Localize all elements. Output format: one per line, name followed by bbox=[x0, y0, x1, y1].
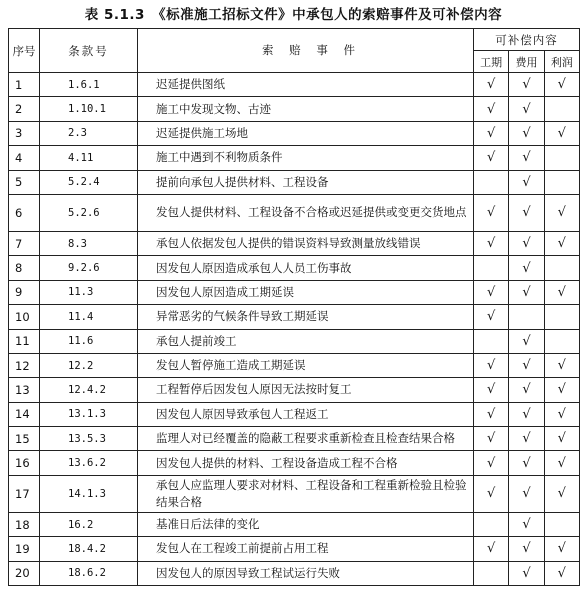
cell-no: 9 bbox=[9, 280, 40, 304]
cell-event: 发包人在工程竣工前提前占用工程 bbox=[138, 537, 474, 561]
claims-table bbox=[8, 28, 580, 586]
cell-no: 7 bbox=[9, 231, 40, 255]
cell-profit: √ bbox=[544, 353, 579, 377]
cell-clause: 13.1.3 bbox=[40, 402, 138, 426]
cell-cost: √ bbox=[509, 561, 544, 585]
table-row bbox=[9, 170, 580, 194]
cell-profit: √ bbox=[544, 194, 579, 231]
cell-event: 工程暂停后因发包人原因无法按时复工 bbox=[138, 378, 474, 402]
table-row bbox=[9, 73, 580, 97]
cell-duration: √ bbox=[474, 97, 509, 121]
cell-clause: 4.11 bbox=[40, 146, 138, 170]
cell-event: 监理人对已经覆盖的隐蔽工程要求重新检查且检查结果合格 bbox=[138, 427, 474, 451]
cell-cost: √ bbox=[509, 353, 544, 377]
cell-duration: √ bbox=[474, 73, 509, 97]
cell-clause: 18.4.2 bbox=[40, 537, 138, 561]
table-row bbox=[9, 402, 580, 426]
cell-duration: √ bbox=[474, 305, 509, 329]
cell-cost: √ bbox=[509, 512, 544, 536]
cell-event: 发包人暂停施工造成工期延误 bbox=[138, 353, 474, 377]
cell-clause: 5.2.6 bbox=[40, 194, 138, 231]
table-row bbox=[9, 280, 580, 304]
cell-no: 15 bbox=[9, 427, 40, 451]
cell-no: 6 bbox=[9, 194, 40, 231]
cell-event: 迟延提供图纸 bbox=[138, 73, 474, 97]
cell-cost: √ bbox=[509, 537, 544, 561]
header-duration: 工期 bbox=[474, 51, 509, 73]
cell-clause: 11.6 bbox=[40, 329, 138, 353]
cell-duration: √ bbox=[474, 231, 509, 255]
cell-profit bbox=[544, 305, 579, 329]
cell-event: 发包人提供材料、工程设备不合格或迟延提供或变更交货地点 bbox=[138, 194, 474, 231]
cell-no: 16 bbox=[9, 451, 40, 475]
cell-no: 10 bbox=[9, 305, 40, 329]
header-compensation-group: 可补偿内容 bbox=[474, 29, 580, 51]
cell-no: 11 bbox=[9, 329, 40, 353]
cell-no: 12 bbox=[9, 353, 40, 377]
cell-profit: √ bbox=[544, 378, 579, 402]
cell-duration: √ bbox=[474, 280, 509, 304]
cell-event: 承包人依据发包人提供的错误资料导致测量放线错误 bbox=[138, 231, 474, 255]
cell-cost: √ bbox=[509, 451, 544, 475]
cell-clause: 9.2.6 bbox=[40, 256, 138, 280]
cell-clause: 12.4.2 bbox=[40, 378, 138, 402]
cell-no: 18 bbox=[9, 512, 40, 536]
table-row bbox=[9, 512, 580, 536]
cell-no: 17 bbox=[9, 475, 40, 512]
cell-clause: 1.6.1 bbox=[40, 73, 138, 97]
cell-cost: √ bbox=[509, 402, 544, 426]
cell-cost: √ bbox=[509, 194, 544, 231]
cell-profit bbox=[544, 146, 579, 170]
cell-profit: √ bbox=[544, 427, 579, 451]
table-caption: 表 5.1.3 《标准施工招标文件》中承包人的索赔事件及可补偿内容 bbox=[84, 7, 503, 23]
table-row bbox=[9, 97, 580, 121]
table-row bbox=[9, 146, 580, 170]
cell-event: 因发包人原因导致承包人工程返工 bbox=[138, 402, 474, 426]
cell-event: 基准日后法律的变化 bbox=[138, 512, 474, 536]
cell-event: 因发包人原因造成承包人人员工伤事故 bbox=[138, 256, 474, 280]
cell-event: 施工中发现文物、古迹 bbox=[138, 97, 474, 121]
cell-profit bbox=[544, 512, 579, 536]
cell-duration: √ bbox=[474, 353, 509, 377]
cell-no: 19 bbox=[9, 537, 40, 561]
cell-cost: √ bbox=[509, 170, 544, 194]
cell-profit bbox=[544, 256, 579, 280]
cell-duration: √ bbox=[474, 378, 509, 402]
cell-profit bbox=[544, 97, 579, 121]
cell-no: 2 bbox=[9, 97, 40, 121]
cell-duration: √ bbox=[474, 146, 509, 170]
cell-profit: √ bbox=[544, 121, 579, 145]
cell-profit: √ bbox=[544, 475, 579, 512]
cell-clause: 13.5.3 bbox=[40, 427, 138, 451]
cell-duration bbox=[474, 512, 509, 536]
cell-clause: 11.4 bbox=[40, 305, 138, 329]
table-row bbox=[9, 427, 580, 451]
cell-event: 异常恶劣的气候条件导致工期延误 bbox=[138, 305, 474, 329]
table-row bbox=[9, 329, 580, 353]
cell-cost: √ bbox=[509, 378, 544, 402]
cell-clause: 1.10.1 bbox=[40, 97, 138, 121]
cell-clause: 16.2 bbox=[40, 512, 138, 536]
cell-no: 13 bbox=[9, 378, 40, 402]
table-row bbox=[9, 194, 580, 231]
cell-duration bbox=[474, 256, 509, 280]
cell-clause: 12.2 bbox=[40, 353, 138, 377]
cell-event: 施工中遇到不利物质条件 bbox=[138, 146, 474, 170]
cell-clause: 5.2.4 bbox=[40, 170, 138, 194]
cell-duration bbox=[474, 329, 509, 353]
cell-clause: 18.6.2 bbox=[40, 561, 138, 585]
table-row bbox=[9, 353, 580, 377]
table-row bbox=[9, 121, 580, 145]
cell-cost: √ bbox=[509, 97, 544, 121]
cell-no: 5 bbox=[9, 170, 40, 194]
table-row bbox=[9, 451, 580, 475]
cell-event: 因发包人提供的材料、工程设备造成工程不合格 bbox=[138, 451, 474, 475]
cell-cost bbox=[509, 305, 544, 329]
cell-clause: 14.1.3 bbox=[40, 475, 138, 512]
cell-cost: √ bbox=[509, 427, 544, 451]
cell-no: 14 bbox=[9, 402, 40, 426]
cell-no: 8 bbox=[9, 256, 40, 280]
cell-profit: √ bbox=[544, 402, 579, 426]
cell-no: 1 bbox=[9, 73, 40, 97]
table-row bbox=[9, 378, 580, 402]
cell-cost: √ bbox=[509, 280, 544, 304]
cell-duration bbox=[474, 170, 509, 194]
header-profit: 利润 bbox=[544, 51, 579, 73]
cell-cost: √ bbox=[509, 329, 544, 353]
table-row bbox=[9, 231, 580, 255]
cell-clause: 2.3 bbox=[40, 121, 138, 145]
cell-event: 迟延提供施工场地 bbox=[138, 121, 474, 145]
cell-cost: √ bbox=[509, 475, 544, 512]
cell-cost: √ bbox=[509, 146, 544, 170]
table-row bbox=[9, 305, 580, 329]
cell-profit: √ bbox=[544, 73, 579, 97]
cell-duration: √ bbox=[474, 121, 509, 145]
cell-duration: √ bbox=[474, 194, 509, 231]
table-row bbox=[9, 561, 580, 585]
table-body bbox=[9, 73, 580, 586]
table-row bbox=[9, 475, 580, 512]
cell-clause: 11.3 bbox=[40, 280, 138, 304]
cell-profit: √ bbox=[544, 451, 579, 475]
cell-profit bbox=[544, 329, 579, 353]
cell-clause: 8.3 bbox=[40, 231, 138, 255]
cell-clause: 13.6.2 bbox=[40, 451, 138, 475]
table-row bbox=[9, 256, 580, 280]
header-cost: 费用 bbox=[509, 51, 544, 73]
cell-event: 承包人应监理人要求对材料、工程设备和工程重新检验且检验结果合格 bbox=[138, 475, 474, 512]
cell-profit: √ bbox=[544, 231, 579, 255]
cell-cost: √ bbox=[509, 73, 544, 97]
cell-duration bbox=[474, 561, 509, 585]
cell-cost: √ bbox=[509, 256, 544, 280]
cell-profit: √ bbox=[544, 537, 579, 561]
table-row bbox=[9, 537, 580, 561]
cell-profit bbox=[544, 170, 579, 194]
cell-event: 承包人提前竣工 bbox=[138, 329, 474, 353]
cell-event: 因发包人的原因导致工程试运行失败 bbox=[138, 561, 474, 585]
header-clause: 条款号 bbox=[40, 29, 138, 73]
cell-duration: √ bbox=[474, 537, 509, 561]
cell-no: 20 bbox=[9, 561, 40, 585]
cell-duration: √ bbox=[474, 402, 509, 426]
cell-profit: √ bbox=[544, 280, 579, 304]
cell-no: 3 bbox=[9, 121, 40, 145]
cell-cost: √ bbox=[509, 231, 544, 255]
cell-duration: √ bbox=[474, 451, 509, 475]
cell-duration: √ bbox=[474, 475, 509, 512]
cell-event: 提前向承包人提供材料、工程设备 bbox=[138, 170, 474, 194]
cell-cost: √ bbox=[509, 121, 544, 145]
header-no: 序号 bbox=[9, 29, 40, 73]
cell-duration: √ bbox=[474, 427, 509, 451]
cell-profit: √ bbox=[544, 561, 579, 585]
cell-no: 4 bbox=[9, 146, 40, 170]
header-event: 索 赔 事 件 bbox=[138, 29, 474, 73]
cell-event: 因发包人原因造成工期延误 bbox=[138, 280, 474, 304]
